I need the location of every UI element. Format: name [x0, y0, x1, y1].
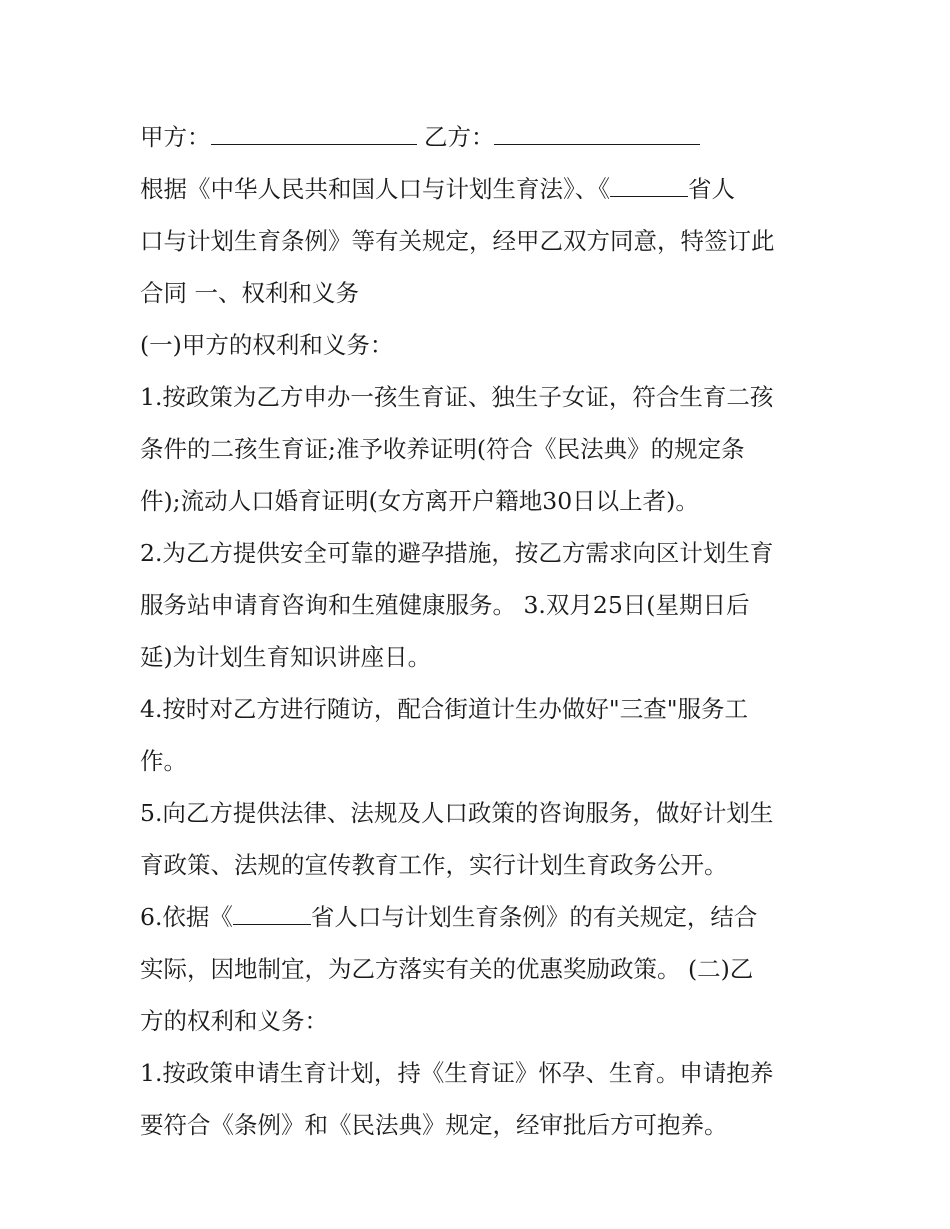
item-a6-line-1: [140, 891, 820, 943]
party-a-blank[interactable]: [211, 114, 417, 145]
item-a2-line-1: 2.为乙方提供安全可靠的避孕措施，按乙方需求向区计划生育: [140, 539, 774, 567]
party-b-blank[interactable]: [494, 114, 700, 145]
item-a1-line-1: 1.按政策为乙方申办一孩生育证、独生子女证，符合生育二孩: [140, 383, 774, 411]
intro-line-1: [140, 163, 820, 215]
item-a6-text-start: 6.依据《: [140, 903, 233, 931]
section-a-heading: (一)甲方的权利和义务：: [140, 331, 394, 359]
item-a6-line-2: 实际，因地制宜，为乙方落实有关的优惠奖励政策。 (二)乙: [140, 955, 754, 983]
intro-line-2: 口与计划生育条例》等有关规定，经甲乙双方同意，特签订此: [140, 227, 775, 255]
party-a-label: 甲方：: [140, 123, 211, 151]
item-b1-line-2: 要符合《条例》和《民法典》规定，经审批后方可抱养。: [140, 1111, 728, 1139]
intro-text-end: 省人: [688, 175, 735, 203]
item-a5-line-2: 育政策、法规的宣传教育工作，实行计划生育政务公开。: [140, 851, 728, 879]
item-a2-line-3: 延)为计划生育知识讲座日。: [140, 643, 432, 671]
item-a4-line-1: 4.按时对乙方进行随访，配合街道计生办做好"三查"服务工: [140, 695, 749, 723]
intro-line-3: 合同 一、权利和义务: [140, 279, 359, 307]
item-a4-line-2: 作。: [140, 747, 187, 775]
party-b-label: 乙方：: [423, 123, 495, 151]
contract-document: [140, 111, 820, 1151]
item-a2-line-2: 服务站申请育咨询和生殖健康服务。 3.双月25日(星期日后: [140, 591, 750, 619]
province-blank-2[interactable]: [233, 894, 311, 925]
item-a1-line-2: 条件的二孩生育证;准予收养证明(符合《民法典》的规定条: [140, 435, 745, 463]
item-b1-line-1: 1.按政策申请生育计划，持《生育证》怀孕、生育。申请抱养: [140, 1059, 774, 1087]
item-a5-line-1: 5.向乙方提供法律、法规及人口政策的咨询服务，做好计划生: [140, 799, 774, 827]
item-a1-line-3: 件);流动人口婚育证明(女方离开户籍地30日以上者)。: [140, 487, 699, 515]
parties-line: [140, 111, 820, 163]
item-a6-text-end: 省人口与计划生育条例》的有关规定，结合: [310, 903, 758, 931]
intro-text-start: 根据《中华人民共和国人口与计划生育法》、《: [140, 175, 610, 203]
province-blank[interactable]: [610, 166, 688, 197]
item-a6-line-3: 方的权利和义务：: [140, 1007, 328, 1035]
